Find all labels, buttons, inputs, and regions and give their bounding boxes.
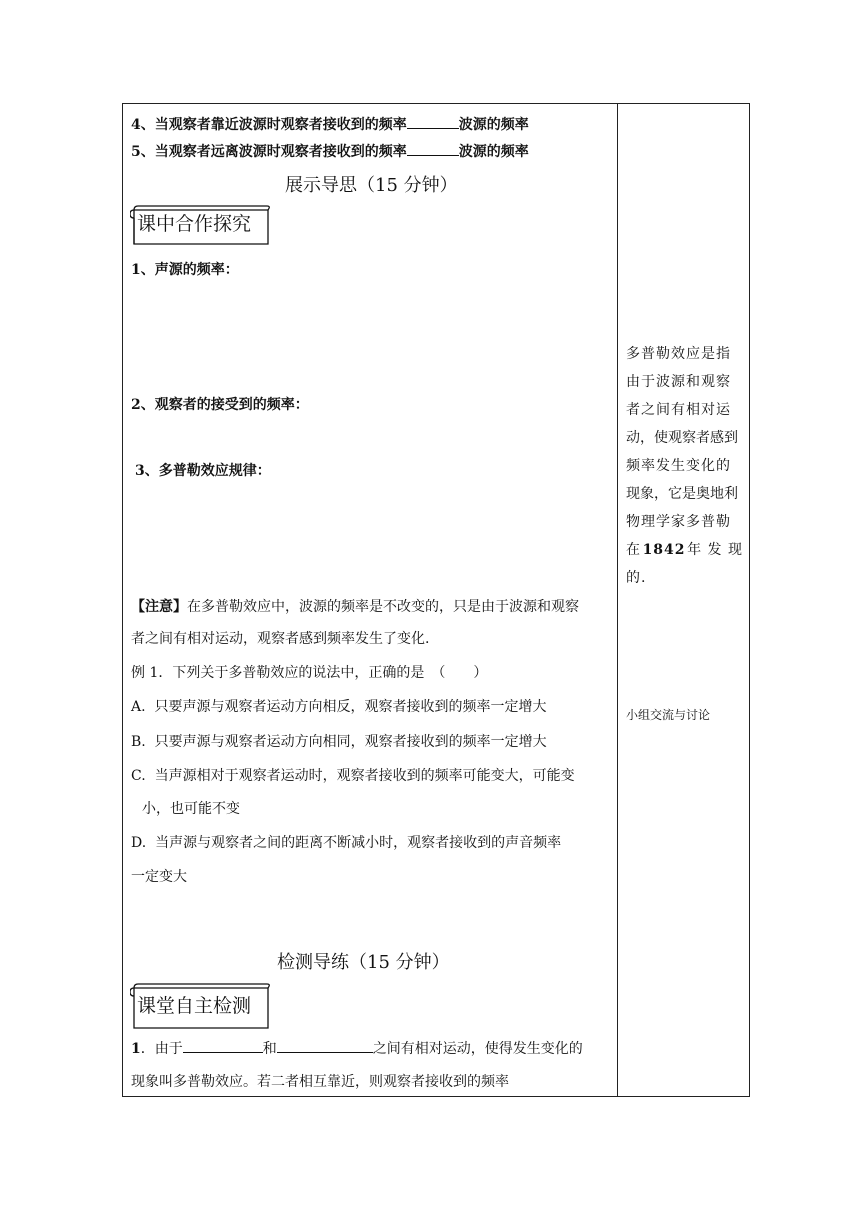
- sidebar-line: 者之间有相对运: [626, 402, 731, 418]
- option-text: 当声源相对于观察者运动时，观察者接收到的频率可能变大，可能变: [154, 768, 575, 784]
- sidebar-line: 物理学家多普勒: [626, 514, 731, 530]
- q1-text-b: 和: [262, 1041, 277, 1057]
- note-text: 在多普勒效应中，波源的频率是不改变的，只是由于波源和观察: [187, 599, 579, 615]
- column-divider: [617, 103, 618, 1097]
- option-letter: C.: [131, 768, 146, 784]
- option-letter: B.: [131, 734, 146, 750]
- option-text: 只要声源与观察者运动方向相同，观察者接收到的频率一定增大: [154, 734, 547, 750]
- q5-text-end: 波源的频率: [458, 144, 529, 160]
- note-line-1: [131, 597, 579, 617]
- question-number: 1: [131, 1041, 141, 1057]
- example-option-b[interactable]: [131, 732, 547, 752]
- sidebar-doppler-note: [626, 340, 743, 592]
- q1-blank-1[interactable]: [183, 1038, 263, 1053]
- option-letter: D.: [131, 835, 147, 851]
- example-option-d[interactable]: [131, 833, 561, 853]
- q5-text: 5、当观察者远离波源时观察者接收到的频率: [131, 144, 407, 160]
- example-option-c[interactable]: [131, 766, 575, 786]
- q4-text: 4、当观察者靠近波源时观察者接收到的频率: [131, 117, 407, 133]
- q5-blank[interactable]: [407, 141, 459, 156]
- cooperative-item-2: 2、观察者的接受到的频率：: [131, 397, 309, 413]
- q1-blank-2[interactable]: [277, 1038, 373, 1053]
- q1-text-c: 之间有相对运动，使得发生变化的: [372, 1041, 583, 1057]
- self-check-banner-label: 课堂自主检测: [137, 995, 252, 1017]
- section-test-title: 检测导练（15 分钟）: [277, 952, 450, 973]
- option-letter: A.: [131, 699, 146, 715]
- year-value: 1842: [642, 542, 686, 558]
- self-check-banner: [130, 983, 270, 1023]
- sidebar-line: 频率发生变化的: [626, 458, 731, 474]
- cooperative-banner: [130, 205, 270, 245]
- note-label: 【注意】: [131, 599, 187, 615]
- example-option-c-cont: 小，也可能不变: [142, 801, 240, 817]
- cooperative-item-3: 3、多普勒效应规律：: [135, 463, 271, 479]
- self-check-question-1: [131, 1038, 583, 1059]
- note-line-2: 者之间有相对运动，观察者感到频率发生了变化.: [131, 631, 430, 647]
- sidebar-line: 的.: [626, 570, 647, 586]
- example-option-a[interactable]: [131, 697, 546, 717]
- section-display-title: 展示导思（15 分钟）: [285, 175, 458, 196]
- sidebar-discussion: 小组交流与讨论: [626, 708, 711, 722]
- option-text: 当声源与观察者之间的距离不断减小时，观察者接收到的声音频率: [155, 835, 562, 851]
- preview-question-5: [131, 141, 529, 162]
- sidebar-line: 现象，它是奥地利: [626, 486, 738, 502]
- cooperative-banner-label: 课中合作探究: [137, 213, 252, 235]
- sidebar-line: 动，使观察者感到: [626, 430, 738, 446]
- q1-text-a: ．由于: [140, 1041, 183, 1057]
- q4-blank[interactable]: [407, 114, 459, 129]
- option-text: 只要声源与观察者运动方向相反，观察者接收到的频率一定增大: [154, 699, 547, 715]
- self-check-question-1-cont: 现象叫多普勒效应。若二者相互靠近，则观察者接收到的频率: [131, 1074, 509, 1090]
- preview-question-4: [131, 114, 529, 135]
- sidebar-year-line: [626, 536, 743, 564]
- year-prefix: 在: [626, 542, 641, 558]
- example-option-d-cont: 一定变大: [131, 869, 187, 885]
- sidebar-line: 由于波源和观察: [626, 374, 731, 390]
- sidebar-line: 多普勒效应是指: [626, 346, 731, 362]
- q4-text-end: 波源的频率: [458, 117, 529, 133]
- cooperative-item-1: 1、声源的频率：: [131, 262, 239, 278]
- example-question: 例 1．下列关于多普勒效应的说法中，正确的是 （ ）: [131, 665, 488, 681]
- year-suffix: 年 发 现: [687, 542, 743, 558]
